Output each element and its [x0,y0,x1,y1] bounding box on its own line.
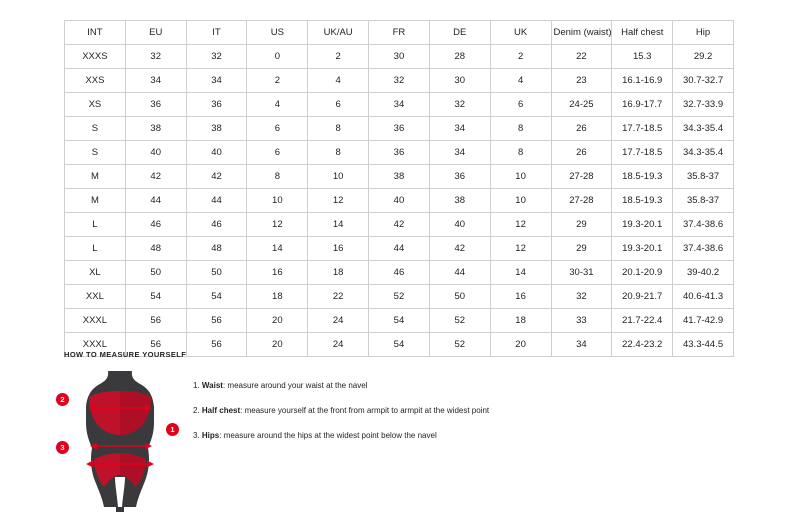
table-cell: 34.3-35.4 [673,141,734,165]
table-cell: 43.3-44.5 [673,333,734,357]
table-cell: 26 [551,141,612,165]
table-row [65,213,734,237]
table-cell: 34 [125,69,186,93]
measure-badge-3: 3 [56,441,69,454]
table-row [65,285,734,309]
table-cell: 8 [308,141,369,165]
table-row [65,45,734,69]
table-cell: 37.4-38.6 [673,237,734,261]
table-cell: 54 [369,309,430,333]
table-cell: 6 [490,93,551,117]
table-cell: 28 [429,45,490,69]
table-cell-size-label: M [65,165,126,189]
table-cell: 15.3 [612,45,673,69]
measure-badge-1: 1 [166,423,179,436]
table-cell: 16.1-16.9 [612,69,673,93]
table-cell: 16.9-17.7 [612,93,673,117]
table-cell: 18 [490,309,551,333]
table-cell: 46 [186,213,247,237]
table-cell: 56 [186,333,247,357]
table-cell: 10 [308,165,369,189]
size-chart-table [64,20,734,357]
table-cell: 38 [369,165,430,189]
table-cell: 48 [186,237,247,261]
table-cell: 34 [551,333,612,357]
table-cell: 36 [369,141,430,165]
table-header-cell: UK [490,21,551,45]
table-cell: 56 [125,333,186,357]
table-cell: 40.6-41.3 [673,285,734,309]
measure-note-number: 2. [193,406,200,415]
table-cell: 21.7-22.4 [612,309,673,333]
table-cell: 39-40.2 [673,261,734,285]
table-header-cell: IT [186,21,247,45]
table-cell: 14 [247,237,308,261]
table-cell: 48 [125,237,186,261]
table-cell: 8 [247,165,308,189]
table-cell-size-label: XXXL [65,309,126,333]
table-cell: 16 [247,261,308,285]
how-to-measure-section [60,350,764,512]
measure-note-number: 3. [193,431,200,440]
table-cell: 19.3-20.1 [612,213,673,237]
table-header-row [65,21,734,45]
table-cell: 42 [125,165,186,189]
table-header-cell: INT [65,21,126,45]
table-cell: 40 [125,141,186,165]
measure-note-text: : measure around your waist at the navel [222,381,368,390]
table-cell: 36 [369,117,430,141]
table-cell: 20 [490,333,551,357]
table-cell: 2 [247,69,308,93]
table-header-cell: Hip [673,21,734,45]
table-cell: 18 [308,261,369,285]
table-cell: 34 [186,69,247,93]
table-row [65,189,734,213]
table-cell: 22 [551,45,612,69]
table-cell: 4 [247,93,308,117]
table-cell: 35.8-37 [673,165,734,189]
table-cell-size-label: S [65,141,126,165]
table-cell: 18.5-19.3 [612,189,673,213]
table-cell: 54 [125,285,186,309]
table-row [65,261,734,285]
table-cell: 54 [186,285,247,309]
table-cell: 18 [247,285,308,309]
table-cell: 37.4-38.6 [673,213,734,237]
table-cell: 12 [247,213,308,237]
table-cell: 32 [429,93,490,117]
table-row [65,117,734,141]
table-cell: 38 [429,189,490,213]
table-cell: 44 [125,189,186,213]
table-cell: 2 [490,45,551,69]
table-row [65,237,734,261]
table-cell: 18.5-19.3 [612,165,673,189]
table-cell: 38 [125,117,186,141]
table-cell-size-label: L [65,213,126,237]
table-cell: 42 [429,237,490,261]
measure-note-term: Half chest [201,406,241,415]
table-cell: 35.8-37 [673,189,734,213]
table-cell: 10 [490,189,551,213]
table-cell: 26 [551,117,612,141]
table-cell: 42 [186,165,247,189]
table-cell: 33 [551,309,612,333]
measure-note-text: : measure yourself at the front from armpit to armpit at the widest point [240,406,490,415]
table-cell-size-label: M [65,189,126,213]
table-cell: 50 [429,285,490,309]
mannequin-figure-column [60,367,179,512]
table-cell: 17.7-18.5 [612,141,673,165]
table-cell: 30 [369,45,430,69]
table-cell: 54 [369,333,430,357]
table-cell-size-label: XXS [65,69,126,93]
table-cell-size-label: XXL [65,285,126,309]
table-cell: 32 [125,45,186,69]
table-cell: 24 [308,309,369,333]
table-cell: 46 [369,261,430,285]
table-cell: 0 [247,45,308,69]
table-cell: 42 [369,213,430,237]
table-cell: 16 [308,237,369,261]
table-cell: 24-25 [551,93,612,117]
table-cell: 12 [490,237,551,261]
table-cell: 27-28 [551,189,612,213]
table-cell: 30 [429,69,490,93]
table-header-cell: Half chest [612,21,673,45]
table-cell-size-label: S [65,117,126,141]
table-cell: 12 [308,189,369,213]
table-cell: 14 [490,261,551,285]
table-row [65,165,734,189]
table-cell: 8 [490,117,551,141]
table-cell: 30-31 [551,261,612,285]
measure-note [193,379,489,392]
table-cell: 8 [490,141,551,165]
measure-note [193,404,489,417]
table-cell: 27-28 [551,165,612,189]
table-header-cell: US [247,21,308,45]
how-to-measure-title: HOW TO MEASURE YOURSELF [64,350,187,359]
mannequin-illustration [78,367,164,512]
table-cell: 44 [429,261,490,285]
table-cell: 41.7-42.9 [673,309,734,333]
table-cell: 34 [429,141,490,165]
table-cell: 22.4-23.2 [612,333,673,357]
table-cell: 32 [551,285,612,309]
table-cell: 36 [186,93,247,117]
table-cell: 16 [490,285,551,309]
table-cell: 32.7-33.9 [673,93,734,117]
table-cell: 20 [247,309,308,333]
table-cell-size-label: XS [65,93,126,117]
table-cell: 32 [369,69,430,93]
table-header-cell: UK/AU [308,21,369,45]
table-cell: 29 [551,237,612,261]
size-chart-body [65,45,734,357]
table-cell: 22 [308,285,369,309]
size-chart-table-wrapper [64,20,734,357]
table-cell: 12 [490,213,551,237]
table-cell-size-label: XXXL [65,333,126,357]
table-cell: 19.3-20.1 [612,237,673,261]
measure-note-text: : measure around the hips at the widest point below the navel [219,431,437,440]
table-cell: 56 [125,309,186,333]
table-cell: 23 [551,69,612,93]
table-cell: 14 [308,213,369,237]
table-cell: 17.7-18.5 [612,117,673,141]
measure-badge-2: 2 [56,393,69,406]
measure-notes-column [193,367,489,454]
table-cell: 6 [308,93,369,117]
table-row [65,93,734,117]
table-cell: 20.1-20.9 [612,261,673,285]
measure-note-term: Waist [201,381,223,390]
table-cell: 30.7-32.7 [673,69,734,93]
how-to-measure-body [60,367,764,512]
table-cell: 24 [308,333,369,357]
table-cell: 50 [186,261,247,285]
table-cell: 2 [308,45,369,69]
table-cell: 4 [490,69,551,93]
table-cell: 10 [490,165,551,189]
measure-note [193,429,489,442]
table-cell: 40 [429,213,490,237]
table-cell: 20.9-21.7 [612,285,673,309]
table-row [65,309,734,333]
table-row [65,69,734,93]
measure-note-number: 1. [193,381,200,390]
table-cell: 8 [308,117,369,141]
measure-note-term: Hips [201,431,220,440]
table-cell: 10 [247,189,308,213]
table-cell: 56 [186,309,247,333]
mannequin-figure [60,367,175,512]
table-cell: 40 [186,141,247,165]
table-header-cell: FR [369,21,430,45]
table-row [65,141,734,165]
table-cell: 6 [247,117,308,141]
table-cell: 46 [125,213,186,237]
table-cell: 44 [186,189,247,213]
table-cell-size-label: XL [65,261,126,285]
table-cell: 50 [125,261,186,285]
table-cell: 20 [247,333,308,357]
table-header-cell: EU [125,21,186,45]
table-header-cell: Denim (waist) [551,21,612,45]
table-cell: 32 [186,45,247,69]
table-cell: 6 [247,141,308,165]
table-cell: 40 [369,189,430,213]
table-cell-size-label: XXXS [65,45,126,69]
table-cell: 34 [429,117,490,141]
table-cell: 38 [186,117,247,141]
table-cell: 52 [429,333,490,357]
table-cell: 34.3-35.4 [673,117,734,141]
table-cell: 29 [551,213,612,237]
table-cell: 52 [369,285,430,309]
table-header-cell: DE [429,21,490,45]
table-cell: 29.2 [673,45,734,69]
table-cell: 36 [125,93,186,117]
table-cell-size-label: L [65,237,126,261]
table-cell: 52 [429,309,490,333]
size-chart-header [65,21,734,45]
table-cell: 44 [369,237,430,261]
table-cell: 4 [308,69,369,93]
table-cell: 36 [429,165,490,189]
table-cell: 34 [369,93,430,117]
